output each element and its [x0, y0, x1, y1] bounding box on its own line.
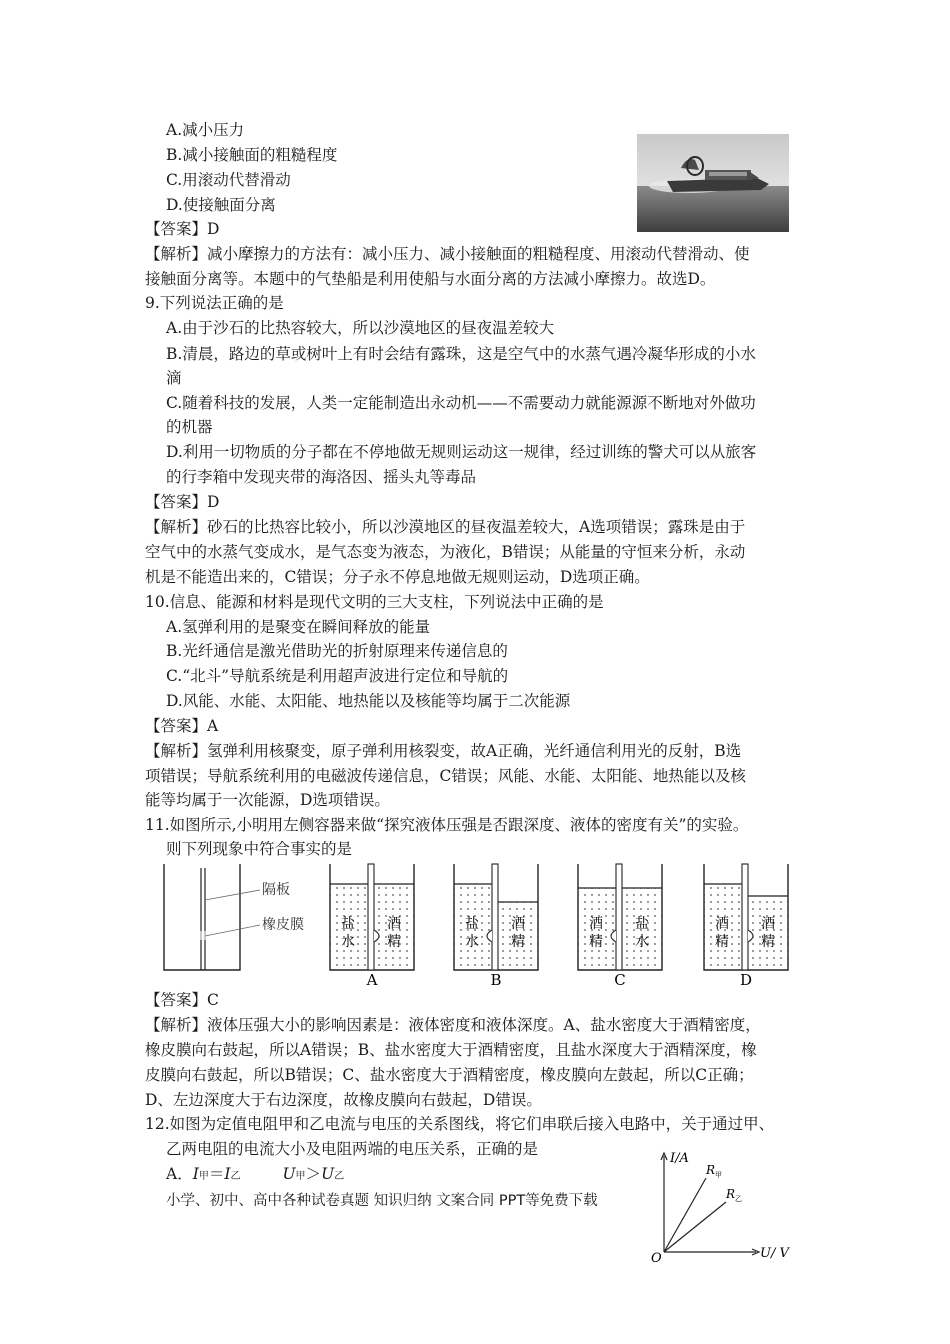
container-c-letter: C [614, 971, 626, 989]
q10-stem: 10.信息、能源和材料是现代文明的三大支柱，下列说法中正确的是 [145, 593, 604, 611]
q9-option-c-cont: 的机器 [166, 418, 213, 436]
q8-option-a: A.减小压力 [166, 121, 245, 139]
container-d-right-label: 酒精 [761, 916, 775, 950]
q10-explanation-2: 项错误；导航系统利用的电磁波传递信息，C错误；风能、水能、太阳能、地热能以及核 [145, 767, 746, 785]
q8-explanation-1: 【解析】减小摩擦力的方法有：减小压力、减小接触面的粗糙程度、用滚动代替滑动、使 [145, 245, 750, 263]
label-partition: 隔板 [262, 882, 290, 898]
q9-answer: 【答案】D [145, 493, 220, 511]
container-a-right-label: 酒精 [387, 916, 401, 950]
y-axis-label: I/A [670, 1151, 689, 1166]
container-a [330, 864, 414, 989]
q11-explanation-2: 橡皮膜向右鼓起，所以A错误；B、盐水密度大于酒精密度，且盐水深度大于酒精深度，橡 [145, 1041, 757, 1059]
q12-stem-2: 乙两电阻的电流大小及电阻两端的电压关系，正确的是 [166, 1140, 539, 1158]
q9-option-c: C.随着科技的发展，人类一定能制造出永动机——不需要动力就能源源不断地对外做功 [166, 394, 756, 412]
container-d-letter: D [739, 971, 753, 989]
q12-option-a: A．I甲＝I乙 U甲＞U乙 [166, 1165, 345, 1183]
x-axis-label: U/ V [760, 1246, 789, 1261]
q9-stem: 9.下列说法正确的是 [145, 294, 284, 312]
container-a-left-label: 盐水 [341, 916, 355, 950]
container-b-right-label: 酒精 [511, 916, 525, 950]
q9-explanation-1: 【解析】砂石的比热容比较小，所以沙漠地区的昼夜温差较大，A选项错误；露珠是由于 [145, 518, 746, 536]
q10-explanation-3: 能等均属于一次能源，D选项错误。 [145, 791, 390, 809]
footer-ad: 小学、初中、高中各种试卷真题 知识归纳 文案合同 PPT等免费下载 [166, 1193, 598, 1209]
line-r-yi [664, 1202, 726, 1252]
line-r-jia [664, 1178, 706, 1252]
q12-stem-1: 12.如图为定值电阻甲和乙电流与电压的关系图线，将它们串联后接入电路中，关于通过甲、 [145, 1115, 775, 1133]
q11-explanation-4: D、左边深度大于右边深度，故橡皮膜向右鼓起，D错误。 [145, 1091, 542, 1109]
container-b [454, 864, 538, 989]
q8-explanation-2: 接触面分离等。本题中的气垫船是利用使船与水面分离的方法减小摩擦力。故选D。 [145, 270, 716, 288]
container-c [578, 864, 662, 989]
q10-option-d: D.风能、水能、太阳能、地热能以及核能等均属于二次能源 [166, 692, 571, 710]
q10-option-b: B.光纤通信是激光借助光的折射原理来传递信息的 [166, 642, 508, 660]
q8-answer: 【答案】D [145, 220, 220, 238]
container-a-letter: A [366, 971, 378, 989]
q11-stem-1: 11.如图所示,小明用左侧容器来做“探究液体压强是否跟深度、液体的密度有关”的实验。 [145, 816, 749, 834]
label-r-jia: $R_甲$ [706, 1163, 723, 1179]
q11-explanation-3: 皮膜向右鼓起，所以B错误；C、盐水密度大于酒精密度，橡皮膜向左鼓起，所以C正确； [145, 1066, 754, 1084]
q8-option-c: C.用滚动代替滑动 [166, 171, 291, 189]
q9-option-b-cont: 滴 [166, 369, 182, 387]
q9-option-a: A.由于沙石的比热容较大，所以沙漠地区的昼夜温差较大 [166, 319, 555, 337]
container-d-left-label: 酒精 [715, 916, 729, 950]
q10-option-c: C.“北斗”导航系统是利用超声波进行定位和导航的 [166, 667, 509, 685]
label-r-yi: $R_乙$ [726, 1187, 743, 1203]
hovercraft-photo [637, 134, 789, 232]
q10-answer: 【答案】A [145, 717, 219, 735]
iu-graph [648, 1150, 798, 1265]
q11-explanation-1: 【解析】液体压强大小的影响因素是：液体密度和液体深度。A、盐水密度大于酒精密度， [145, 1016, 761, 1034]
q11-stem-2: 则下列现象中符合事实的是 [166, 840, 353, 858]
container-b-letter: B [490, 971, 502, 989]
q11-answer: 【答案】C [145, 991, 219, 1009]
container-c-right-label: 盐水 [635, 916, 649, 950]
q8-option-d: D.使接触面分离 [166, 196, 276, 214]
q9-explanation-3: 机是不能造出来的，C错误；分子永不停息地做无规则运动，D选项正确。 [145, 568, 650, 586]
label-membrane: 橡皮膜 [262, 917, 304, 933]
container-b-left-label: 盐水 [465, 916, 479, 950]
pressure-experiment-diagram [160, 858, 800, 990]
reference-container [164, 864, 304, 970]
q10-option-a: A.氢弹利用的是聚变在瞬间释放的能量 [166, 618, 431, 636]
q9-option-d: D.利用一切物质的分子都在不停地做无规则运动这一规律，经过训练的警犬可以从旅客 [166, 443, 757, 461]
q9-option-b: B.清晨，路边的草或树叶上有时会结有露珠，这是空气中的水蒸气遇冷凝华形成的小水 [166, 345, 756, 363]
container-d [704, 864, 788, 989]
origin-label: O [651, 1251, 662, 1265]
q9-option-d-cont: 的行李箱中发现夹带的海洛因、摇头丸等毒品 [166, 468, 477, 486]
q8-option-b: B.减小接触面的粗糙程度 [166, 146, 338, 164]
container-c-left-label: 酒精 [589, 916, 603, 950]
q9-explanation-2: 空气中的水蒸气变成水，是气态变为液态，为液化，B错误；从能量的守恒来分析，永动 [145, 543, 746, 561]
q10-explanation-1: 【解析】氢弹利用核聚变，原子弹利用核裂变，故A正确，光纤通信利用光的反射，B选 [145, 742, 742, 760]
